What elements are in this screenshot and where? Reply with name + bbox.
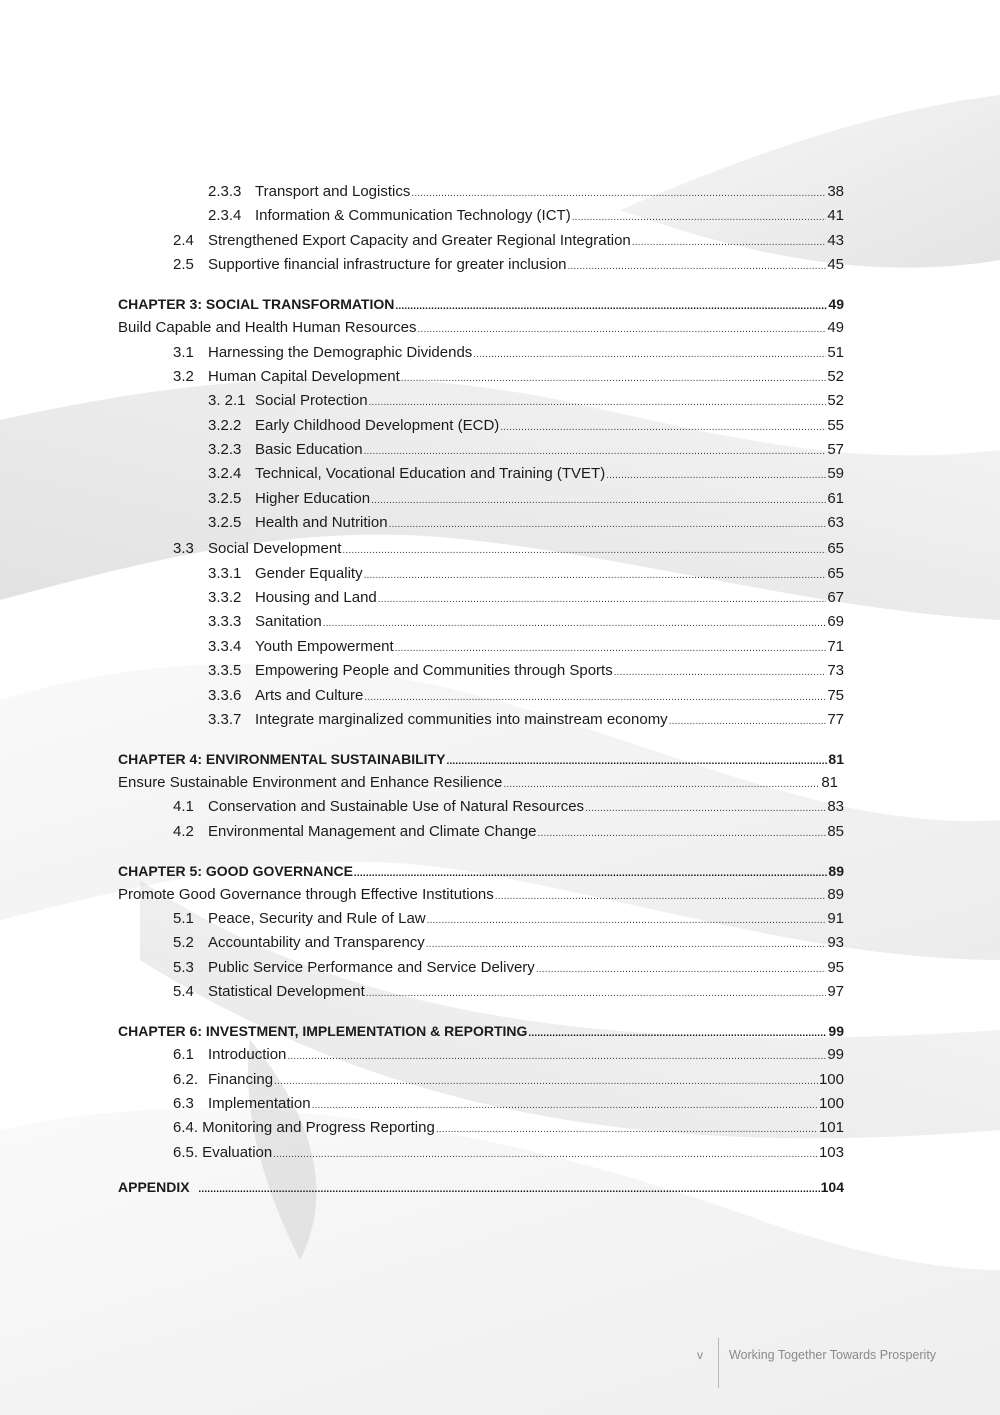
entry-page: 99 — [827, 1046, 844, 1063]
footer-tagline: Working Together Towards Prosperity — [729, 1348, 937, 1362]
entry-page: 41 — [827, 207, 844, 224]
entry-number: 3. 2.1 — [208, 392, 246, 409]
dot-leader — [364, 442, 827, 462]
toc-entry[interactable] — [118, 440, 844, 460]
toc-entry[interactable] — [118, 539, 844, 559]
entry-page: 73 — [827, 662, 844, 679]
toc-entry[interactable] — [118, 343, 844, 363]
footer-divider — [718, 1338, 719, 1388]
entry-title: 6.5. Evaluation — [173, 1144, 273, 1161]
entry-number: 3.2.3 — [208, 441, 242, 458]
dot-leader — [585, 799, 826, 819]
entry-page: 57 — [827, 441, 844, 458]
entry-page: 52 — [827, 392, 844, 409]
entry-page: 77 — [827, 711, 844, 728]
dot-leader — [436, 1120, 818, 1140]
entry-title: Public Service Performance and Service Delivery — [208, 959, 535, 976]
chapter-title: APPENDIX — [118, 1179, 198, 1195]
toc-chapter[interactable] — [118, 1177, 844, 1197]
toc-entry[interactable] — [118, 612, 844, 632]
entry-number: 3.3.7 — [208, 711, 242, 728]
entry-title: Introduction — [208, 1046, 287, 1063]
entry-number: 5.1 — [173, 910, 194, 927]
toc-entry[interactable] — [118, 182, 844, 202]
entry-page: 52 — [827, 368, 844, 385]
toc-entry[interactable] — [118, 416, 844, 436]
dot-leader — [273, 1145, 818, 1165]
entry-number: 5.2 — [173, 934, 194, 951]
dot-leader — [418, 320, 827, 340]
dot-leader — [198, 1180, 819, 1200]
page-number: v — [697, 1348, 703, 1362]
toc-entry[interactable] — [118, 513, 844, 533]
toc-entry[interactable] — [118, 564, 844, 584]
entry-page: 81 — [821, 774, 838, 791]
dot-leader — [364, 688, 826, 708]
dot-leader — [287, 1047, 826, 1067]
entry-page: 61 — [827, 490, 844, 507]
toc-chapter[interactable] — [118, 861, 844, 881]
entry-number: 5.4 — [173, 983, 194, 1000]
entry-number: 3.1 — [173, 344, 194, 361]
entry-number: 4.2 — [173, 823, 194, 840]
entry-page: 99 — [828, 1023, 844, 1039]
entry-page: 65 — [827, 565, 844, 582]
entry-number: 3.3 — [173, 540, 194, 557]
entry-title: Arts and Culture — [255, 687, 364, 704]
toc-chapter[interactable] — [118, 294, 844, 314]
entry-page: 69 — [827, 613, 844, 630]
toc-entry[interactable] — [118, 1070, 844, 1090]
dot-leader — [503, 775, 820, 795]
entry-title: Human Capital Development — [208, 368, 400, 385]
toc-entry[interactable] — [118, 1094, 844, 1114]
dot-leader — [495, 887, 827, 907]
entry-number: 6.3 — [173, 1095, 194, 1112]
entry-title: Sanitation — [255, 613, 322, 630]
entry-title: Supportive financial infrastructure for greater inclusion — [208, 256, 567, 273]
entry-page: 51 — [827, 344, 844, 361]
toc-entry[interactable] — [118, 1143, 844, 1163]
entry-page: 67 — [827, 589, 844, 606]
entry-number: 6.2. — [173, 1071, 199, 1088]
dot-leader — [536, 960, 827, 980]
dot-leader — [473, 345, 826, 365]
entry-number: 3.3.2 — [208, 589, 242, 606]
entry-title: Health and Nutrition — [255, 514, 388, 531]
entry-title: Higher Education — [255, 490, 371, 507]
entry-title: Social Protection — [255, 392, 368, 409]
entry-page: 97 — [827, 983, 844, 1000]
entry-page: 71 — [827, 638, 844, 655]
entry-title: Information & Communication Technology (ICT) — [255, 207, 571, 224]
dot-leader — [371, 491, 826, 511]
toc-entry[interactable] — [118, 464, 844, 484]
entry-page: 85 — [827, 823, 844, 840]
toc-entry[interactable] — [118, 1045, 844, 1065]
toc-entry[interactable] — [118, 231, 844, 251]
dot-leader — [568, 257, 827, 277]
entry-number: 3.2.5 — [208, 490, 242, 507]
dot-leader — [274, 1072, 818, 1092]
toc-entry[interactable] — [118, 255, 844, 275]
entry-page: 55 — [827, 417, 844, 434]
dot-leader — [389, 515, 827, 535]
dot-leader — [395, 297, 827, 317]
entry-number: 4.1 — [173, 798, 194, 815]
toc-entry[interactable] — [118, 958, 844, 978]
dot-leader — [354, 864, 828, 884]
dot-leader — [446, 752, 827, 772]
entry-page: 89 — [827, 886, 844, 903]
dot-leader — [378, 590, 827, 610]
dot-leader — [364, 566, 827, 586]
dot-leader — [312, 1096, 818, 1116]
entry-page: 83 — [827, 798, 844, 815]
entry-title: Integrate marginalized communities into mainstream economy — [255, 711, 668, 728]
toc-entry[interactable] — [118, 588, 844, 608]
entry-number: 5.3 — [173, 959, 194, 976]
entry-title: Accountability and Transparency — [208, 934, 425, 951]
dot-leader — [614, 663, 827, 683]
entry-title: Empowering People and Communities through Sports — [255, 662, 613, 679]
dot-leader — [572, 208, 827, 228]
entry-number: 2.3.4 — [208, 207, 242, 224]
dot-leader — [369, 393, 827, 413]
entry-title: Technical, Vocational Education and Training (TVET) — [255, 465, 606, 482]
toc-entry[interactable] — [118, 391, 844, 411]
chapter-title: CHAPTER 6: INVESTMENT, IMPLEMENTATION & REPORTING — [118, 1023, 528, 1039]
dot-leader — [606, 466, 826, 486]
entry-title: Gender Equality — [255, 565, 363, 582]
entry-title: Statistical Development — [208, 983, 365, 1000]
dot-leader — [411, 184, 826, 204]
entry-number: 3.2.2 — [208, 417, 242, 434]
entry-page: 100 — [818, 1071, 844, 1088]
toc-entry[interactable] — [118, 710, 844, 730]
dot-leader — [427, 911, 827, 931]
entry-page: 43 — [827, 232, 844, 249]
entry-title: Early Childhood Development (ECD) — [255, 417, 500, 434]
dot-leader — [500, 418, 826, 438]
dot-leader — [426, 935, 827, 955]
toc-entry[interactable] — [118, 637, 844, 657]
toc-entry[interactable] — [118, 982, 844, 1002]
chapter-title: CHAPTER 3: SOCIAL TRANSFORMATION — [118, 296, 395, 312]
entry-page: 81 — [828, 751, 844, 767]
goal-title: Promote Good Governance through Effective Institutions — [118, 886, 494, 903]
entry-page: 38 — [827, 183, 844, 200]
entry-page: 95 — [827, 959, 844, 976]
toc-goal[interactable] — [118, 318, 844, 338]
entry-number: 3.3.5 — [208, 662, 242, 679]
dot-leader — [323, 614, 827, 634]
entry-number: 3.2.4 — [208, 465, 242, 482]
entry-title: Conservation and Sustainable Use of Natural Resources — [208, 798, 585, 815]
entry-title: Peace, Security and Rule of Law — [208, 910, 426, 927]
entry-number: 6.1 — [173, 1046, 194, 1063]
dot-leader — [538, 824, 827, 844]
entry-page: 93 — [827, 934, 844, 951]
entry-number: 2.5 — [173, 256, 194, 273]
entry-page: 59 — [827, 465, 844, 482]
entry-page: 103 — [818, 1144, 844, 1161]
toc-entry[interactable] — [118, 489, 844, 509]
entry-page: 100 — [818, 1095, 844, 1112]
entry-page: 49 — [828, 296, 844, 312]
toc-entry[interactable] — [118, 367, 844, 387]
entry-number: 2.3.3 — [208, 183, 242, 200]
entry-title: Housing and Land — [255, 589, 377, 606]
entry-number: 3.2 — [173, 368, 194, 385]
toc-goal[interactable] — [118, 885, 844, 905]
toc-entry[interactable] — [118, 686, 844, 706]
entry-number: 3.3.1 — [208, 565, 242, 582]
goal-title: Build Capable and Health Human Resources — [118, 319, 417, 336]
toc-chapter[interactable] — [118, 1021, 844, 1041]
dot-leader — [342, 541, 826, 561]
entry-page: 63 — [827, 514, 844, 531]
entry-title: Basic Education — [255, 441, 363, 458]
toc-entry[interactable] — [118, 797, 844, 817]
toc-goal[interactable] — [118, 773, 838, 793]
entry-title: Harnessing the Demographic Dividends — [208, 344, 473, 361]
dot-leader — [395, 639, 827, 659]
goal-title: Ensure Sustainable Environment and Enhance Resilience — [118, 774, 503, 791]
entry-number: 3.3.6 — [208, 687, 242, 704]
entry-title: Environmental Management and Climate Change — [208, 823, 537, 840]
toc-entry[interactable] — [118, 909, 844, 929]
toc-entry[interactable] — [118, 822, 844, 842]
dot-leader — [669, 712, 827, 732]
dot-leader — [401, 369, 827, 389]
entry-title: 6.4. Monitoring and Progress Reporting — [173, 1119, 435, 1136]
dot-leader — [528, 1024, 827, 1044]
page-footer — [690, 1338, 936, 1388]
chapter-title: CHAPTER 5: GOOD GOVERNANCE — [118, 863, 353, 879]
entry-page: 49 — [827, 319, 844, 336]
entry-title: Social Development — [208, 540, 342, 557]
entry-page: 45 — [827, 256, 844, 273]
entry-title: Strengthened Export Capacity and Greater Regional Integration — [208, 232, 631, 249]
toc-entry[interactable] — [118, 661, 844, 681]
entry-title: Youth Empowerment — [255, 638, 394, 655]
toc-entry[interactable] — [118, 1118, 844, 1138]
entry-page: 89 — [828, 863, 844, 879]
toc-entry[interactable] — [118, 206, 844, 226]
entry-number: 3.2.5 — [208, 514, 242, 531]
dot-leader — [366, 984, 827, 1004]
entry-page: 101 — [818, 1119, 844, 1136]
chapter-title: CHAPTER 4: ENVIRONMENTAL SUSTAINABILITY — [118, 751, 446, 767]
entry-page: 91 — [827, 910, 844, 927]
entry-page: 104 — [820, 1179, 844, 1195]
entry-title: Financing — [208, 1071, 274, 1088]
entry-number: 3.3.3 — [208, 613, 242, 630]
toc-chapter[interactable] — [118, 749, 844, 769]
toc-entry[interactable] — [118, 933, 844, 953]
dot-leader — [632, 233, 827, 253]
entry-number: 2.4 — [173, 232, 194, 249]
entry-page: 65 — [827, 540, 844, 557]
entry-title: Implementation — [208, 1095, 311, 1112]
entry-title: Transport and Logistics — [255, 183, 411, 200]
entry-number: 3.3.4 — [208, 638, 242, 655]
entry-page: 75 — [827, 687, 844, 704]
